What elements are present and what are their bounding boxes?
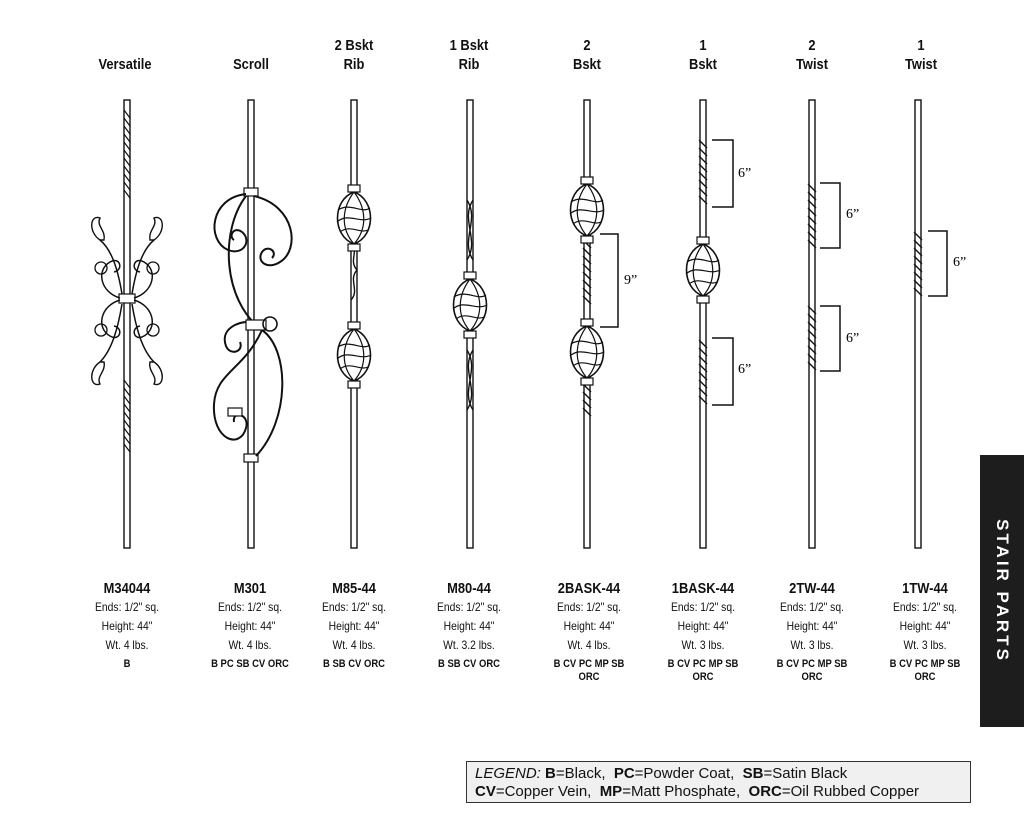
legend-code-cv: CV bbox=[475, 783, 496, 800]
spec-weight: Wt. 4 lbs. bbox=[105, 638, 149, 652]
spec-block-1bask-44 bbox=[651, 580, 754, 684]
baluster-1tw-44 bbox=[914, 100, 966, 548]
finish-legend bbox=[466, 761, 971, 803]
spec-weight: Wt. 4 lbs. bbox=[228, 638, 272, 652]
baluster-m301 bbox=[214, 100, 292, 548]
finish-codes: B CV PC MP SB ORC bbox=[667, 658, 739, 683]
legend-desc-pc: =Powder Coat, bbox=[634, 765, 735, 782]
spec-ends: Ends: 1/2" sq. bbox=[780, 600, 844, 614]
spec-weight: Wt. 3.2 lbs. bbox=[443, 638, 495, 652]
baluster-m80-44 bbox=[453, 100, 487, 548]
dim-1bask-bottom: 6” bbox=[738, 362, 752, 377]
legend-title: LEGEND: bbox=[475, 765, 541, 782]
legend-line-2 bbox=[475, 783, 962, 801]
spec-block-m80-44 bbox=[417, 580, 520, 671]
spec-ends: Ends: 1/2" sq. bbox=[437, 600, 501, 614]
category-heading: 2 Bskt bbox=[573, 37, 601, 73]
category-heading: 2 Twist bbox=[795, 37, 829, 73]
legend-code-mp: MP bbox=[599, 783, 623, 800]
spec-weight: Wt. 3 lbs. bbox=[903, 638, 947, 652]
product-code: 2TW-44 bbox=[789, 580, 835, 597]
legend-code-sb: SB bbox=[742, 765, 764, 782]
spec-height: Height: 44" bbox=[224, 619, 276, 633]
spec-weight: Wt. 4 lbs. bbox=[332, 638, 376, 652]
dim-1bask-top: 6” bbox=[738, 166, 752, 181]
dim-2bask-mid: 9” bbox=[624, 273, 638, 288]
finish-codes: B bbox=[123, 658, 131, 670]
spec-ends: Ends: 1/2" sq. bbox=[671, 600, 735, 614]
product-code: 1BASK-44 bbox=[671, 580, 735, 597]
legend-desc-mp: =Matt Phosphate, bbox=[622, 783, 741, 800]
legend-code-b: B bbox=[545, 765, 556, 782]
baluster-m34044 bbox=[92, 100, 163, 548]
spec-height: Height: 44" bbox=[786, 619, 838, 633]
product-code: M85-44 bbox=[332, 580, 376, 597]
spec-ends: Ends: 1/2" sq. bbox=[95, 600, 159, 614]
category-heading: 1 Bskt Rib bbox=[449, 37, 489, 73]
baluster-2bask-44 bbox=[570, 100, 637, 548]
finish-codes: B PC SB CV ORC bbox=[211, 658, 289, 670]
spec-height: Height: 44" bbox=[563, 619, 615, 633]
legend-code-pc: PC bbox=[613, 765, 635, 782]
spec-height: Height: 44" bbox=[677, 619, 729, 633]
finish-codes: B CV PC MP SB ORC bbox=[553, 658, 625, 683]
baluster-2tw-44 bbox=[808, 100, 859, 548]
spec-ends: Ends: 1/2" sq. bbox=[557, 600, 621, 614]
category-heading: 1 Bskt bbox=[689, 37, 717, 73]
spec-ends: Ends: 1/2" sq. bbox=[893, 600, 957, 614]
product-code: M34044 bbox=[103, 580, 151, 597]
legend-desc-b: =Black, bbox=[555, 765, 606, 782]
legend-desc-orc: =Oil Rubbed Copper bbox=[781, 783, 920, 800]
spec-height: Height: 44" bbox=[328, 619, 380, 633]
legend-desc-cv: =Copper Vein, bbox=[495, 783, 592, 800]
spec-block-m34044 bbox=[75, 580, 178, 671]
dim-2tw-bottom: 6” bbox=[846, 331, 860, 346]
category-heading: 2 Bskt Rib bbox=[334, 37, 374, 73]
spec-weight: Wt. 3 lbs. bbox=[790, 638, 834, 652]
product-code: M80-44 bbox=[447, 580, 491, 597]
product-code: 1TW-44 bbox=[902, 580, 948, 597]
legend-desc-sb: =Satin Black bbox=[763, 765, 848, 782]
category-heading: Versatile bbox=[98, 56, 152, 73]
baluster-m85-44 bbox=[337, 100, 371, 548]
product-code: 2BASK-44 bbox=[557, 580, 621, 597]
spec-weight: Wt. 3 lbs. bbox=[681, 638, 725, 652]
spec-block-2bask-44 bbox=[537, 580, 640, 684]
finish-codes: B CV PC MP SB ORC bbox=[889, 658, 961, 683]
category-heading: 1 Twist bbox=[904, 37, 938, 73]
spec-block-1tw-44 bbox=[873, 580, 976, 684]
finish-codes: B SB CV ORC bbox=[322, 658, 386, 670]
spec-weight: Wt. 4 lbs. bbox=[567, 638, 611, 652]
spec-block-m85-44 bbox=[302, 580, 405, 671]
spec-height: Height: 44" bbox=[899, 619, 951, 633]
spec-block-m301 bbox=[198, 580, 301, 671]
dim-1tw-mid: 6” bbox=[953, 255, 967, 270]
stair-parts-side-tab bbox=[980, 455, 1024, 727]
baluster-1bask-44 bbox=[686, 100, 751, 548]
spec-ends: Ends: 1/2" sq. bbox=[218, 600, 282, 614]
spec-height: Height: 44" bbox=[443, 619, 495, 633]
dim-2tw-top: 6” bbox=[846, 207, 860, 222]
finish-codes: B CV PC MP SB ORC bbox=[776, 658, 848, 683]
spec-ends: Ends: 1/2" sq. bbox=[322, 600, 386, 614]
spec-height: Height: 44" bbox=[101, 619, 153, 633]
legend-code-orc: ORC bbox=[748, 783, 782, 800]
spec-block-2tw-44 bbox=[760, 580, 863, 684]
side-tab-label: STAIR PARTS bbox=[993, 519, 1012, 663]
category-heading: Scroll bbox=[233, 56, 269, 73]
finish-codes: B SB CV ORC bbox=[437, 658, 501, 670]
product-code: M301 bbox=[233, 580, 267, 597]
legend-line-1 bbox=[475, 765, 962, 783]
